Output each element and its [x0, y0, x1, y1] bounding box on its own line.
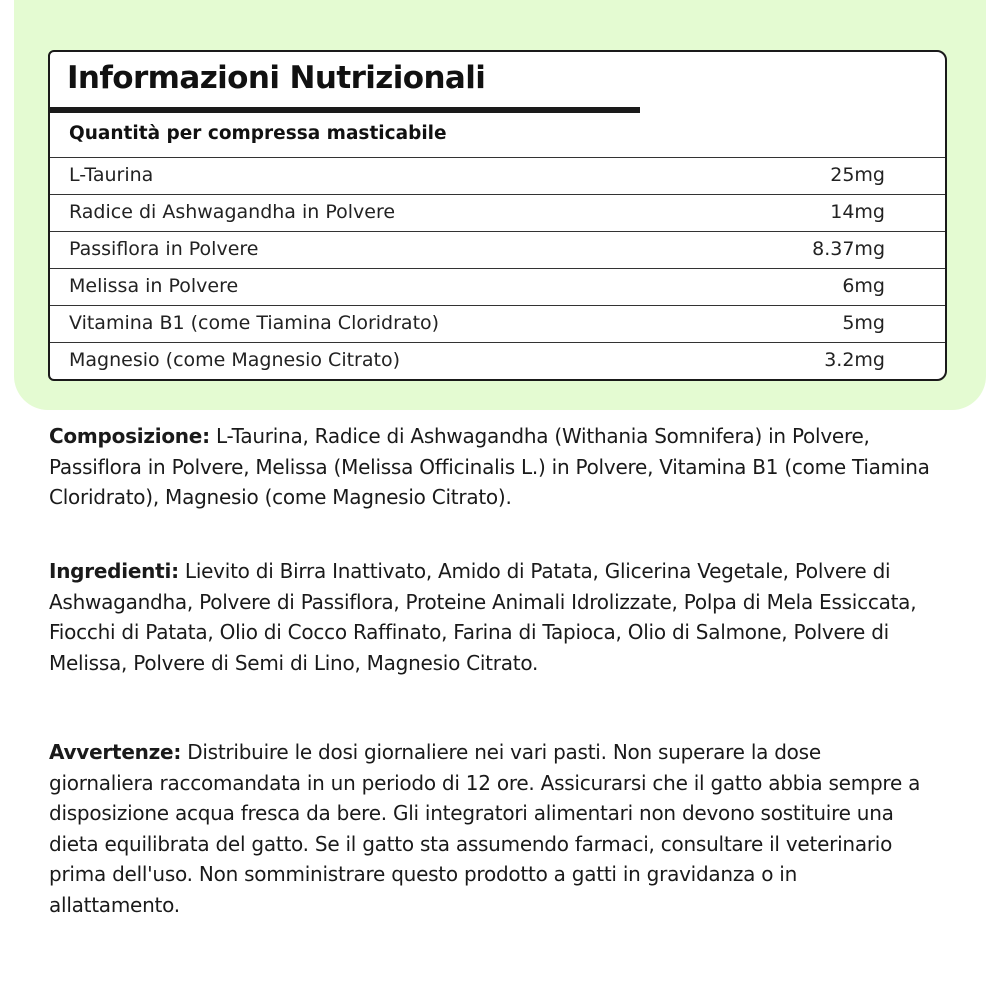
- nutrient-name: Vitamina B1 (come Tiamina Cloridrato): [69, 312, 440, 334]
- title-divider: [50, 107, 640, 113]
- warnings-text: Distribuire le dosi giornaliere nei vari pasti. Non superare la dose giornaliera raccomandata in un periodo di 12 ore. Assicurarsi che il gatto abbia sempre a disposizione acqua fresca da bere. Gli integratori alimentari non devono sostituire una dieta equilibrata del gatto. Se il gatto sta assumendo farmaci, consultare il veterinario prima dell'uso. Non somministrare questo prodotto a gatti in gravidanza o in allattamento.: [49, 740, 921, 917]
- nutrition-facts-table: [48, 50, 947, 381]
- nutrient-name: Magnesio (come Magnesio Citrato): [69, 349, 400, 371]
- warnings-label: Avvertenze:: [49, 740, 182, 764]
- nutrient-amount: 6mg: [842, 275, 885, 297]
- nutrient-name: Passiflora in Polvere: [69, 238, 259, 260]
- warnings-paragraph: [49, 737, 929, 920]
- nutrient-name: Melissa in Polvere: [69, 275, 239, 297]
- nutrient-row: [50, 342, 945, 379]
- nutrient-name: Radice di Ashwagandha in Polvere: [69, 201, 396, 223]
- ingredients-label: Ingredienti:: [49, 559, 179, 583]
- ingredients-text: Lievito di Birra Inattivato, Amido di Patata, Glicerina Vegetale, Polvere di Ashwagandha, Polvere di Passiflora, Proteine Animali Idrolizzate, Polpa di Mela Essiccata, Fiocchi di Patata, Olio di Cocco Raffinato, Farina di Tapioca, Olio di Salmone, Polvere di Melissa, Polvere di Semi di Lino, Magnesio Citrato.: [49, 559, 917, 675]
- composition-text: L-Taurina, Radice di Ashwagandha (Withania Somnifera) in Polvere, Passiflora in Polvere, Melissa (Melissa Officinalis L.) in Polvere, Vitamina B1 (come Tiamina Cloridrato), Magnesio (come Magnesio Citrato).: [49, 424, 930, 509]
- nutrient-row: [50, 157, 945, 194]
- nutrient-amount: 8.37mg: [812, 238, 885, 260]
- nutrient-name: L-Taurina: [69, 164, 154, 186]
- composition-paragraph: [49, 421, 959, 513]
- nutrition-title: Informazioni Nutrizionali: [67, 60, 486, 96]
- composition-label: Composizione:: [49, 424, 210, 448]
- nutrient-amount: 5mg: [842, 312, 885, 334]
- ingredients-paragraph: [49, 556, 919, 678]
- nutrient-row: [50, 305, 945, 342]
- nutrient-row: [50, 268, 945, 305]
- serving-size-label: Quantità per compressa masticabile: [69, 123, 447, 144]
- nutrient-amount: 14mg: [830, 201, 885, 223]
- nutrient-amount: 3.2mg: [824, 349, 885, 371]
- nutrient-amount: 25mg: [830, 164, 885, 186]
- nutrient-row: [50, 231, 945, 268]
- nutrient-row: [50, 194, 945, 231]
- nutrient-rows: [50, 157, 945, 379]
